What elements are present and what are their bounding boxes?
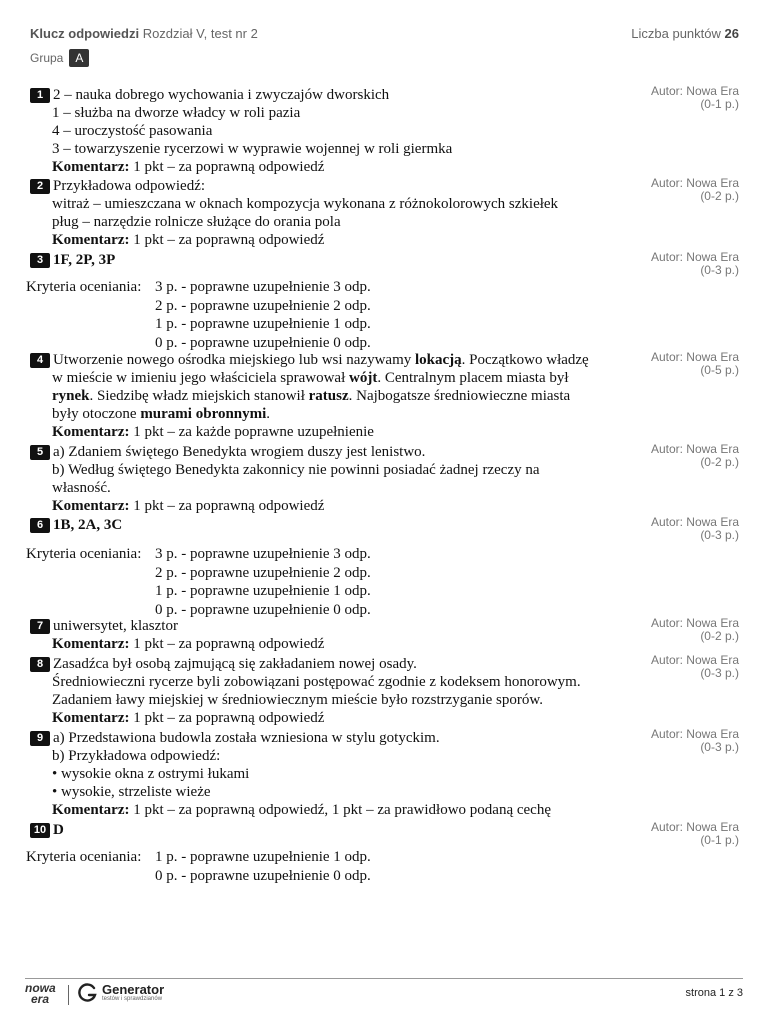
question-number-badge: 2 [30,179,50,194]
answer-fill: murami obronnymi [140,406,267,422]
comment-label: Komentarz: [52,636,130,652]
author-name: Autor: Nowa Era [650,727,739,741]
answer-line: witraż – umieszczana w oknach kompozycja wykonana z różnokolorowych szkiełek [52,196,559,212]
author-name: Autor: Nowa Era [650,616,739,630]
answer-line: b) Według świętego Benedykta zakonnicy nie powinni posiadać żadnej rzeczy na [52,462,540,478]
group-badge: A [69,49,89,67]
points-total [631,26,739,41]
author-name: Autor: Nowa Era [650,442,739,456]
logo-separator [68,985,69,1005]
author-info [651,728,739,754]
answer-fill: wójt [349,370,378,386]
criteria-item: 0 p. - poprawne uzupełnienie 0 odp. [155,334,371,351]
author-name: Autor: Nowa Era [650,176,739,190]
document-title [30,26,258,41]
criteria-item: 3 p. - poprawne uzupełnienie 3 odp. [155,279,371,295]
comment-text: 1 pkt – za poprawną odpowiedź [133,498,325,514]
comment-label: Komentarz: [52,232,130,248]
answer-key: 1F, 2P, 3P [53,252,116,268]
page-number: strona 1 z 3 [685,987,743,999]
answer-fill: lokacją [415,352,462,368]
comment-label: Komentarz: [52,498,130,514]
answer-text: . Centralnym placem miasta był [377,370,569,386]
question-number-badge: 9 [30,731,50,746]
criteria-item: 0 p. - poprawne uzupełnienie 0 odp. [155,601,371,618]
comment-text: 1 pkt – za poprawną odpowiedź [133,159,325,175]
question-10 [30,821,630,839]
criteria-item: 1 p. - poprawne uzupełnienie 1 odp. [155,583,371,599]
points-label: Liczba punktów [631,26,721,41]
question-7 [30,617,630,653]
answer-line: 3 – towarzyszenie rycerzowi w wyprawie wojennej w roli giermka [52,141,453,157]
group-label: Grupa [30,51,64,65]
answer-line: • wysokie okna z ostrymi łukami [52,766,250,782]
answer-text: w mieście w imieniu jego właściciela sprawował [52,370,349,386]
comment-text: 1 pkt – za poprawną odpowiedź [133,232,325,248]
criteria-label: Kryteria oceniania: [26,546,142,562]
author-info [651,654,739,680]
question-number-badge: 5 [30,445,50,460]
question-4 [30,351,630,441]
points-range: (0-2 p.) [700,455,739,469]
criteria-item: 1 p. - poprawne uzupełnienie 1 odp. [155,316,371,332]
author-info [651,251,739,277]
answer-fill: rynek [52,388,90,404]
answer-line: Średniowieczni rycerze byli zobowiązani postępować zgodnie z kodeksem honorowym. [52,674,581,690]
question-2 [30,177,630,249]
criteria-label: Kryteria oceniania: [26,279,142,295]
author-name: Autor: Nowa Era [650,84,739,98]
generator-logo [78,983,164,1003]
comment-label: Komentarz: [52,159,130,175]
generator-logo-text: Generator [102,982,165,997]
criteria-label: Kryteria oceniania: [26,849,142,865]
answer-text: Utworzenie nowego ośrodka miejskiego lub wsi nazywamy [53,352,415,368]
question-8 [30,655,630,727]
answer-line: Zadaniem ławy miejskiej w średniowiecznym mieście było rozstrzyganie sporów. [52,692,543,708]
answer-line: 1 – służba na dworze władcy w roli pazia [52,105,301,121]
question-number-badge: 6 [30,518,50,533]
author-info [651,351,739,377]
points-range: (0-1 p.) [700,97,739,111]
question-9 [30,729,630,819]
answer-line: a) Zdaniem świętego Benedykta wrogiem duszy jest lenistwo. [53,444,426,460]
points-range: (0-5 p.) [700,363,739,377]
document-subtitle: Rozdział V, test nr 2 [142,26,258,41]
answer-line: b) Przykładowa odpowiedź: [52,748,221,764]
author-name: Autor: Nowa Era [650,653,739,667]
points-range: (0-3 p.) [700,740,739,754]
comment-text: 1 pkt – za poprawną odpowiedź [133,710,325,726]
generator-g-icon [78,983,98,1003]
comment-label: Komentarz: [52,424,130,440]
generator-logo-subtext: testów i sprawdzianów [102,996,163,1002]
answer-text: były otoczone [52,406,141,422]
answer-text: . Siedzibę władz miejskich stanowił [89,388,309,404]
answer-line: 2 – nauka dobrego wychowania i zwyczajów dworskich [53,87,390,103]
answer-text: . [266,406,271,422]
question-1 [30,86,630,176]
document-title-bold: Klucz odpowiedzi [30,26,140,41]
author-name: Autor: Nowa Era [650,515,739,529]
author-info [651,177,739,203]
author-name: Autor: Nowa Era [650,350,739,364]
answer-text: . Najbogatsze średniowieczne miasta [348,388,571,404]
nowa-era-logo [25,983,56,1005]
answer-line: uniwersytet, klasztor [53,618,178,634]
answer-line: pług – narzędzie rolnicze służące do orania pola [52,214,341,230]
author-info [651,85,739,111]
question-number-badge: 7 [30,619,50,634]
points-range: (0-1 p.) [700,833,739,847]
author-name: Autor: Nowa Era [650,820,739,834]
comment-label: Komentarz: [52,802,130,818]
question-5 [30,443,630,515]
answer-key: D [53,822,64,838]
points-range: (0-2 p.) [700,629,739,643]
logo-text-nowa: nowa [25,981,56,995]
comment-text: 1 pkt – za poprawną odpowiedź [133,636,325,652]
author-info [651,516,739,542]
author-info [651,617,739,643]
group-indicator [30,49,89,67]
criteria-item: 1 p. - poprawne uzupełnienie 1 odp. [155,849,371,865]
answer-line: • wysokie, strzeliste wieże [52,784,211,800]
points-range: (0-3 p.) [700,666,739,680]
question-number-badge: 8 [30,657,50,672]
question-3 [30,251,630,269]
answer-line: Przykładowa odpowiedź: [53,178,206,194]
question-number-badge: 10 [30,823,50,838]
logo-text-era: era [31,992,50,1006]
question-number-badge: 1 [30,88,50,103]
author-info [651,443,739,469]
points-value: 26 [724,26,739,41]
answer-line: własność. [52,480,111,496]
points-range: (0-3 p.) [700,528,739,542]
answer-line: a) Przedstawiona budowla została wzniesiona w stylu gotyckim. [53,730,440,746]
criteria-item: 2 p. - poprawne uzupełnienie 2 odp. [155,564,371,581]
points-range: (0-2 p.) [700,189,739,203]
answer-line: 4 – uroczystość pasowania [52,123,213,139]
criteria-item: 0 p. - poprawne uzupełnienie 0 odp. [155,867,371,884]
points-range: (0-3 p.) [700,263,739,277]
author-name: Autor: Nowa Era [650,250,739,264]
footer-divider [25,978,743,979]
criteria-item: 2 p. - poprawne uzupełnienie 2 odp. [155,297,371,314]
comment-text: 1 pkt – za poprawną odpowiedź, 1 pkt – za prawidłowo podaną cechę [133,802,551,818]
answer-fill: ratusz [308,388,349,404]
answer-text: . Początkowo władzę [461,352,589,368]
author-info [651,821,739,847]
criteria-item: 3 p. - poprawne uzupełnienie 3 odp. [155,546,371,562]
question-number-badge: 4 [30,353,50,368]
answer-line: Zasadźca był osobą zajmującą się zakładaniem nowej osady. [53,656,417,672]
question-6 [30,516,630,534]
comment-label: Komentarz: [52,710,130,726]
comment-text: 1 pkt – za każde poprawne uzupełnienie [133,424,374,440]
question-number-badge: 3 [30,253,50,268]
answer-key: 1B, 2A, 3C [53,517,123,533]
